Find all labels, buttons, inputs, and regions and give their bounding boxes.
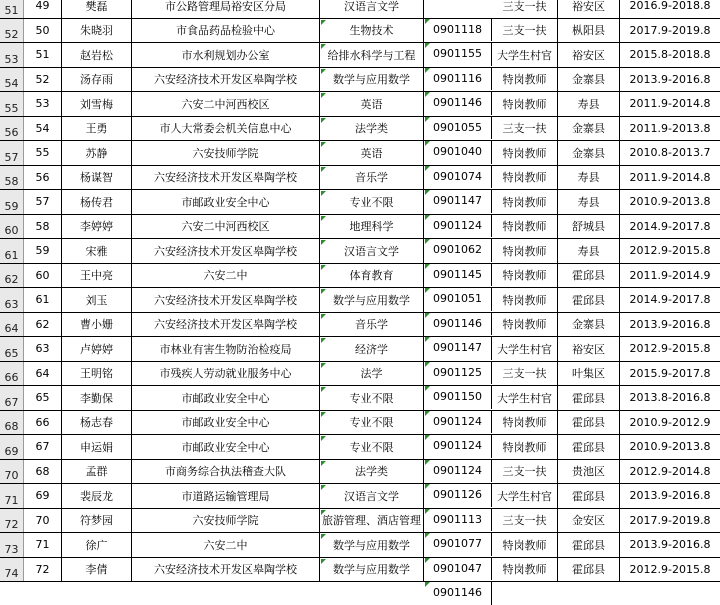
service-type-cell[interactable]: 三支一扶 — [492, 509, 558, 533]
row-header[interactable]: 61 — [0, 239, 24, 263]
name-cell[interactable]: 宋雅 — [62, 239, 132, 263]
code-cell[interactable]: 0901150 — [424, 385, 492, 409]
major-cell[interactable]: 数学与应用数学 — [320, 533, 424, 557]
row-header[interactable]: 54 — [0, 68, 24, 92]
row-header[interactable]: 53 — [0, 43, 24, 67]
area-cell[interactable]: 霍邱县 — [558, 386, 620, 410]
major-cell[interactable]: 专业不限 — [320, 411, 424, 435]
seq-number-cell[interactable]: 50 — [24, 19, 62, 43]
unit-cell[interactable]: 市邮政业安全中心 — [132, 435, 320, 459]
unit-cell[interactable]: 六安经济技术开发区皋陶学校 — [132, 166, 320, 190]
code-cell[interactable]: 0901124 — [424, 410, 492, 434]
area-cell[interactable]: 霍邱县 — [558, 533, 620, 557]
row-header[interactable]: 66 — [0, 362, 24, 386]
period-cell[interactable]: 2011.9-2014.9 — [629, 268, 711, 282]
code-cell[interactable]: 0901146 — [424, 91, 492, 115]
major-cell[interactable]: 汉语言文学 — [320, 239, 424, 263]
major-cell[interactable]: 法学类 — [320, 117, 424, 141]
period-cell[interactable]: 2016.9-2018.8 — [629, 0, 711, 13]
major-cell[interactable]: 体育教育 — [320, 264, 424, 288]
area-cell[interactable]: 贵池区 — [558, 460, 620, 484]
code-cell[interactable]: 0901126 — [424, 483, 492, 507]
seq-number-cell[interactable]: 61 — [24, 288, 62, 312]
seq-number-cell[interactable]: 60 — [24, 264, 62, 288]
name-cell[interactable]: 申运娟 — [62, 435, 132, 459]
code-cell[interactable]: 0901124 — [424, 434, 492, 458]
major-cell[interactable]: 旅游管理、酒店管理 — [320, 509, 424, 533]
service-type-cell[interactable]: 特岗教师 — [492, 313, 558, 337]
service-type-cell[interactable]: 三支一扶 — [492, 362, 558, 386]
area-cell[interactable]: 金寨县 — [558, 68, 620, 92]
name-cell[interactable]: 樊磊 — [62, 0, 132, 18]
unit-cell[interactable]: 六安二中 — [132, 264, 320, 288]
major-cell[interactable]: 给排水科学与工程 — [320, 43, 424, 67]
period-cell[interactable]: 2012.9-2015.8 — [629, 342, 711, 356]
name-cell[interactable]: 李勤保 — [62, 386, 132, 410]
unit-cell[interactable]: 六安二中 — [132, 533, 320, 557]
row-header[interactable]: 67 — [0, 386, 24, 410]
major-cell[interactable]: 地理科学 — [320, 215, 424, 239]
code-cell[interactable]: 0901113 — [424, 508, 492, 532]
name-cell[interactable]: 王中亮 — [62, 264, 132, 288]
seq-number-cell[interactable]: 59 — [24, 239, 62, 263]
code-cell[interactable]: 0901124 — [424, 214, 492, 238]
major-cell[interactable]: 法学类 — [320, 460, 424, 484]
code-cell[interactable]: 0901040 — [424, 140, 492, 164]
code-cell[interactable]: 0901125 — [424, 361, 492, 385]
name-cell[interactable]: 杨传君 — [62, 190, 132, 214]
name-cell[interactable]: 汤存雨 — [62, 68, 132, 92]
unit-cell[interactable]: 市邮政业安全中心 — [132, 190, 320, 214]
row-header[interactable]: 60 — [0, 215, 24, 239]
major-cell[interactable]: 专业不限 — [320, 435, 424, 459]
seq-number-cell[interactable]: 57 — [24, 190, 62, 214]
unit-cell[interactable]: 市道路运输管理局 — [132, 484, 320, 508]
service-type-cell[interactable]: 特岗教师 — [492, 264, 558, 288]
area-cell[interactable]: 霍邱县 — [558, 411, 620, 435]
area-cell[interactable]: 裕安区 — [558, 43, 620, 67]
code-cell[interactable]: 0901118 — [424, 18, 492, 42]
name-cell[interactable]: 李倩 — [62, 558, 132, 582]
name-cell[interactable]: 李婷婷 — [62, 215, 132, 239]
major-cell[interactable]: 生物技术 — [320, 19, 424, 43]
major-cell[interactable]: 音乐学 — [320, 166, 424, 190]
seq-number-cell[interactable]: 51 — [24, 43, 62, 67]
code-cell[interactable]: 0901077 — [424, 532, 492, 556]
unit-cell[interactable]: 市水利规划办公室 — [132, 43, 320, 67]
major-cell[interactable]: 法学 — [320, 362, 424, 386]
period-cell[interactable]: 2013.8-2016.8 — [629, 391, 711, 405]
service-type-cell[interactable]: 特岗教师 — [492, 215, 558, 239]
service-type-cell[interactable]: 特岗教师 — [492, 190, 558, 214]
service-type-cell[interactable]: 三支一扶 — [492, 460, 558, 484]
area-cell[interactable]: 霍邱县 — [558, 264, 620, 288]
row-header[interactable]: 62 — [0, 264, 24, 288]
area-cell[interactable]: 裕安区 — [558, 0, 620, 18]
period-cell[interactable]: 2010.9-2012.9 — [629, 415, 711, 429]
seq-number-cell[interactable]: 55 — [24, 141, 62, 165]
seq-number-cell[interactable]: 56 — [24, 166, 62, 190]
name-cell[interactable]: 孟群 — [62, 460, 132, 484]
unit-cell[interactable]: 市食品药品检验中心 — [132, 19, 320, 43]
service-type-cell[interactable]: 三支一扶 — [492, 117, 558, 141]
area-cell[interactable]: 寿县 — [558, 166, 620, 190]
row-header[interactable]: 63 — [0, 288, 24, 312]
code-cell[interactable]: 0901055 — [424, 116, 492, 140]
code-cell[interactable]: 0901124 — [424, 459, 492, 483]
area-cell[interactable]: 叶集区 — [558, 362, 620, 386]
name-cell[interactable]: 苏静 — [62, 141, 132, 165]
unit-cell[interactable]: 市商务综合执法稽查大队 — [132, 460, 320, 484]
period-cell[interactable]: 2012.9-2014.8 — [629, 464, 711, 478]
period-cell[interactable]: 2011.9-2014.8 — [629, 97, 711, 111]
seq-number-cell[interactable]: 53 — [24, 92, 62, 116]
row-header[interactable]: 72 — [0, 509, 24, 533]
unit-cell[interactable]: 六安技师学院 — [132, 509, 320, 533]
major-cell[interactable]: 专业不限 — [320, 190, 424, 214]
code-cell[interactable]: 0901146 — [424, 581, 492, 605]
name-cell[interactable]: 符梦园 — [62, 509, 132, 533]
code-cell[interactable]: 0901155 — [424, 42, 492, 66]
code-cell[interactable]: 0901147 — [424, 336, 492, 360]
seq-number-cell[interactable]: 58 — [24, 215, 62, 239]
unit-cell[interactable]: 六安二中河西校区 — [132, 215, 320, 239]
period-cell[interactable]: 2014.9-2017.8 — [629, 293, 711, 307]
service-type-cell[interactable]: 大学生村官 — [492, 484, 558, 508]
seq-number-cell[interactable]: 52 — [24, 68, 62, 92]
period-cell[interactable]: 2010.8-2013.7 — [629, 146, 711, 160]
period-cell[interactable]: 2015.8-2018.8 — [629, 48, 711, 62]
name-cell[interactable]: 曹小姗 — [62, 313, 132, 337]
name-cell[interactable]: 刘雪梅 — [62, 92, 132, 116]
code-cell[interactable]: 0901146 — [424, 312, 492, 336]
major-cell[interactable]: 经济学 — [320, 337, 424, 361]
unit-cell[interactable]: 六安经济技术开发区皋陶学校 — [132, 68, 320, 92]
name-cell[interactable]: 杨志春 — [62, 411, 132, 435]
row-header[interactable]: 68 — [0, 411, 24, 435]
unit-cell[interactable]: 六安经济技术开发区皋陶学校 — [132, 288, 320, 312]
major-cell[interactable]: 汉语言文学 — [320, 484, 424, 508]
service-type-cell[interactable]: 特岗教师 — [492, 533, 558, 557]
area-cell[interactable]: 金寨县 — [558, 141, 620, 165]
unit-cell[interactable]: 六安技师学院 — [132, 141, 320, 165]
major-cell[interactable]: 英语 — [320, 141, 424, 165]
seq-number-cell[interactable]: 62 — [24, 313, 62, 337]
row-header[interactable]: 51 — [0, 0, 24, 18]
unit-cell[interactable]: 六安经济技术开发区皋陶学校 — [132, 313, 320, 337]
unit-cell[interactable]: 市残疾人劳动就业服务中心 — [132, 362, 320, 386]
row-header[interactable]: 52 — [0, 19, 24, 43]
row-header[interactable]: 59 — [0, 190, 24, 214]
period-cell[interactable]: 2013.9-2016.8 — [629, 317, 711, 331]
period-cell[interactable]: 2011.9-2013.8 — [629, 121, 711, 135]
row-header[interactable]: 56 — [0, 117, 24, 141]
code-cell[interactable]: 0901051 — [424, 287, 492, 311]
area-cell[interactable]: 金寨县 — [558, 117, 620, 141]
period-cell[interactable]: 2015.9-2017.8 — [629, 366, 711, 380]
unit-cell[interactable]: 市林业有害生物防治检疫局 — [132, 337, 320, 361]
period-cell[interactable]: 2017.9-2019.8 — [629, 23, 711, 37]
period-cell[interactable]: 2017.9-2019.8 — [629, 513, 711, 527]
service-type-cell[interactable]: 特岗教师 — [492, 288, 558, 312]
row-header[interactable]: 57 — [0, 141, 24, 165]
period-cell[interactable]: 2012.9-2015.8 — [629, 244, 711, 258]
name-cell[interactable]: 杨谋智 — [62, 166, 132, 190]
service-type-cell[interactable]: 特岗教师 — [492, 239, 558, 263]
area-cell[interactable]: 寿县 — [558, 190, 620, 214]
name-cell[interactable]: 赵岩松 — [62, 43, 132, 67]
area-cell[interactable]: 霍邱县 — [558, 288, 620, 312]
row-header[interactable]: 64 — [0, 313, 24, 337]
area-cell[interactable]: 金安区 — [558, 509, 620, 533]
area-cell[interactable]: 霍邱县 — [558, 484, 620, 508]
major-cell[interactable]: 专业不限 — [320, 386, 424, 410]
seq-number-cell[interactable]: 63 — [24, 337, 62, 361]
major-cell[interactable]: 数学与应用数学 — [320, 68, 424, 92]
service-type-cell[interactable]: 特岗教师 — [492, 435, 558, 459]
row-header[interactable]: 69 — [0, 435, 24, 459]
seq-number-cell[interactable]: 71 — [24, 533, 62, 557]
unit-cell[interactable]: 市人大常委会机关信息中心 — [132, 117, 320, 141]
seq-number-cell[interactable]: 66 — [24, 411, 62, 435]
code-cell[interactable]: 0901062 — [424, 238, 492, 262]
period-cell[interactable]: 2011.9-2014.8 — [629, 170, 711, 184]
name-cell[interactable]: 朱晓羽 — [62, 19, 132, 43]
service-type-cell[interactable]: 大学生村官 — [492, 386, 558, 410]
code-cell[interactable]: 0901116 — [424, 67, 492, 91]
seq-number-cell[interactable]: 68 — [24, 460, 62, 484]
service-type-cell[interactable]: 特岗教师 — [492, 141, 558, 165]
area-cell[interactable]: 霍邱县 — [558, 435, 620, 459]
name-cell[interactable]: 刘玉 — [62, 288, 132, 312]
major-cell[interactable]: 数学与应用数学 — [320, 288, 424, 312]
unit-cell[interactable]: 六安经济技术开发区皋陶学校 — [132, 558, 320, 582]
code-cell[interactable]: 0901047 — [424, 557, 492, 581]
table-row — [0, 558, 720, 600]
unit-cell[interactable]: 六安二中河西校区 — [132, 92, 320, 116]
seq-number-cell[interactable]: 69 — [24, 484, 62, 508]
unit-cell[interactable]: 市邮政业安全中心 — [132, 386, 320, 410]
area-cell[interactable]: 寿县 — [558, 239, 620, 263]
unit-cell[interactable]: 市公路管理局裕安区分局 — [132, 0, 320, 18]
row-header[interactable]: 65 — [0, 337, 24, 361]
name-cell[interactable]: 裴辰龙 — [62, 484, 132, 508]
name-cell[interactable]: 卢婷婷 — [62, 337, 132, 361]
seq-number-cell[interactable]: 67 — [24, 435, 62, 459]
period-cell[interactable]: 2013.9-2016.8 — [629, 489, 711, 503]
seq-number-cell[interactable]: 64 — [24, 362, 62, 386]
area-cell[interactable]: 舒城县 — [558, 215, 620, 239]
area-cell[interactable]: 寿县 — [558, 92, 620, 116]
row-header[interactable]: 55 — [0, 92, 24, 116]
seq-number-cell[interactable]: 72 — [24, 558, 62, 582]
area-cell[interactable]: 金寨县 — [558, 313, 620, 337]
period-cell[interactable]: 2014.9-2017.8 — [629, 219, 711, 233]
name-cell[interactable]: 王勇 — [62, 117, 132, 141]
name-cell[interactable]: 徐广 — [62, 533, 132, 557]
service-type-cell[interactable]: 三支一扶 — [492, 19, 558, 43]
row-header[interactable]: 74 — [0, 558, 24, 582]
row-header[interactable]: 71 — [0, 484, 24, 508]
seq-number-cell[interactable]: 70 — [24, 509, 62, 533]
row-header[interactable]: 73 — [0, 533, 24, 557]
service-type-cell[interactable]: 特岗教师 — [492, 92, 558, 116]
service-type-cell[interactable]: 大学生村官 — [492, 337, 558, 361]
area-cell[interactable]: 裕安区 — [558, 337, 620, 361]
code-cell[interactable]: 0901147 — [424, 189, 492, 213]
name-cell[interactable]: 王明铭 — [62, 362, 132, 386]
unit-cell[interactable]: 市邮政业安全中心 — [132, 411, 320, 435]
major-cell[interactable]: 音乐学 — [320, 313, 424, 337]
major-cell[interactable]: 英语 — [320, 92, 424, 116]
service-type-cell[interactable]: 特岗教师 — [492, 68, 558, 92]
period-cell[interactable]: 2013.9-2016.8 — [629, 538, 711, 552]
period-cell[interactable]: 2010.9-2013.8 — [629, 440, 711, 454]
service-type-cell[interactable]: 大学生村官 — [492, 43, 558, 67]
major-cell[interactable]: 数学与应用数学 — [320, 558, 424, 582]
seq-number-cell[interactable]: 54 — [24, 117, 62, 141]
row-header[interactable]: 58 — [0, 166, 24, 190]
seq-number-cell[interactable]: 65 — [24, 386, 62, 410]
service-type-cell[interactable]: 特岗教师 — [492, 411, 558, 435]
service-type-cell[interactable]: 特岗教师 — [492, 166, 558, 190]
period-cell[interactable]: 2010.9-2013.8 — [629, 195, 711, 209]
major-cell[interactable]: 汉语言文学 — [320, 0, 424, 18]
service-type-cell[interactable]: 特岗教师 — [492, 558, 558, 582]
period-cell[interactable]: 2012.9-2015.8 — [629, 562, 711, 576]
code-cell[interactable]: 0901145 — [424, 263, 492, 287]
period-cell[interactable]: 2013.9-2016.8 — [629, 72, 711, 86]
unit-cell[interactable]: 六安经济技术开发区皋陶学校 — [132, 239, 320, 263]
code-cell[interactable]: 0901074 — [424, 165, 492, 189]
area-cell[interactable]: 霍邱县 — [558, 558, 620, 582]
row-header[interactable]: 70 — [0, 460, 24, 484]
service-type-cell[interactable]: 三支一扶 — [492, 0, 558, 18]
seq-number-cell[interactable]: 49 — [24, 0, 62, 18]
area-cell[interactable]: 枞阳县 — [558, 19, 620, 43]
